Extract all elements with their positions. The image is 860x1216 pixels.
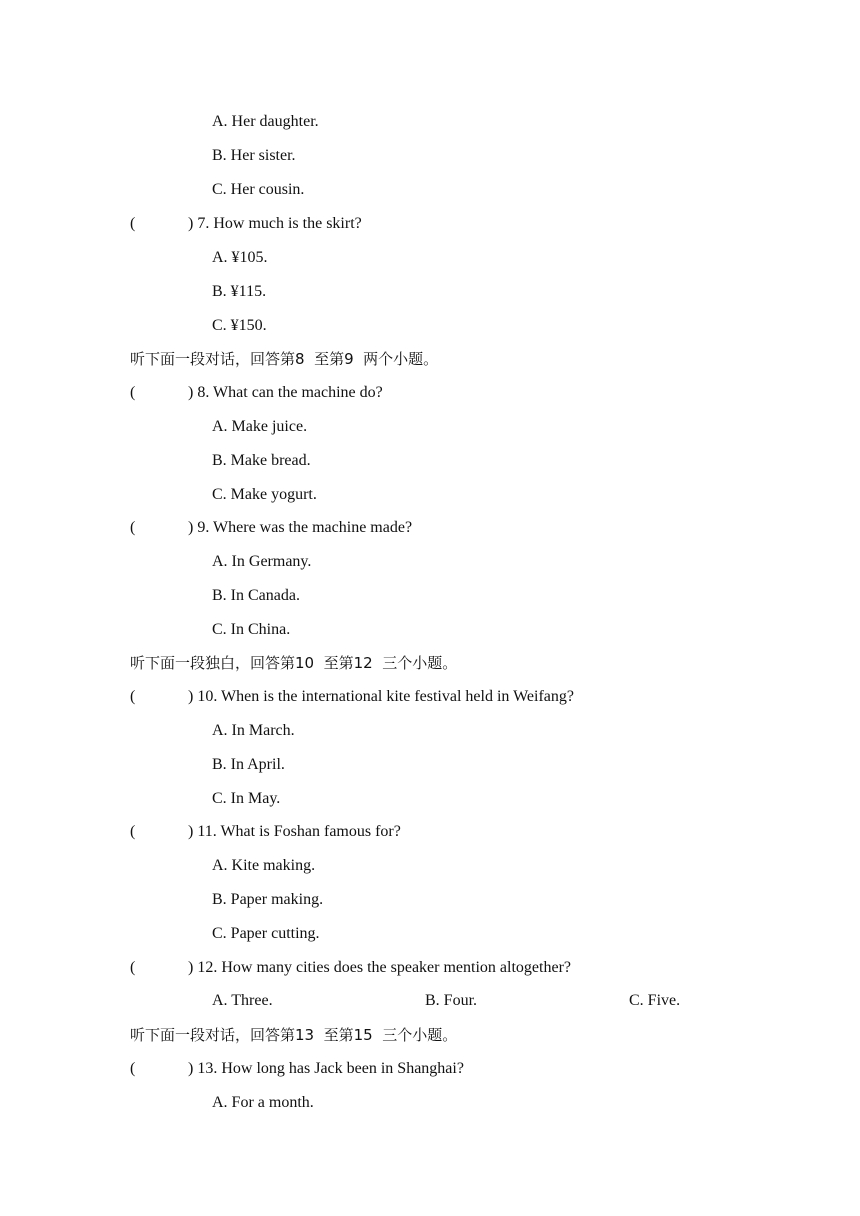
option-line: C. Her cousin. — [212, 181, 305, 198]
question-line — [130, 383, 383, 403]
section-instruction: 听下面一段对话，回答第8 至第9 两个小题。 — [130, 350, 439, 368]
question-line — [130, 687, 574, 707]
option-line: A. Her daughter. — [212, 113, 319, 130]
answer-blank: ( — [130, 959, 136, 976]
question-text: ) 11. What is Foshan famous for? — [188, 823, 401, 840]
answer-blank: ( — [130, 384, 136, 401]
question-line — [130, 518, 412, 538]
option-a: A. Three. — [212, 992, 273, 1009]
question-line — [130, 958, 571, 978]
section-instruction: 听下面一段对话，回答第13 至第15 三个小题。 — [130, 1026, 458, 1044]
option-line: B. Make bread. — [212, 452, 311, 469]
answer-blank: ( — [130, 823, 136, 840]
question-text: ) 12. How many cities does the speaker mention altogether? — [188, 959, 571, 976]
option-c: C. Five. — [629, 992, 681, 1009]
option-line: B. In Canada. — [212, 587, 300, 604]
answer-blank: ( — [130, 519, 136, 536]
question-line — [130, 1059, 464, 1079]
question-line — [130, 822, 401, 842]
section-instruction: 听下面一段独白，回答第10 至第12 三个小题。 — [130, 654, 458, 672]
option-line: C. In China. — [212, 621, 291, 638]
question-text: ) 7. How much is the skirt? — [188, 215, 362, 232]
option-line: A. ¥105. — [212, 249, 268, 266]
option-line: C. Paper cutting. — [212, 925, 320, 942]
option-b: B. Four. — [425, 992, 478, 1009]
option-line: C. ¥150. — [212, 317, 267, 334]
option-line: C. Make yogurt. — [212, 486, 317, 503]
answer-blank: ( — [130, 1060, 136, 1077]
option-line: A. In Germany. — [212, 553, 312, 570]
answer-blank: ( — [130, 688, 136, 705]
option-line: C. In May. — [212, 790, 281, 807]
option-line: B. Her sister. — [212, 147, 296, 164]
option-line: A. For a month. — [212, 1094, 314, 1111]
option-line: A. Make juice. — [212, 418, 308, 435]
question-text: ) 9. Where was the machine made? — [188, 519, 413, 536]
answer-blank: ( — [130, 215, 136, 232]
option-line: B. ¥115. — [212, 283, 267, 300]
question-text: ) 10. When is the international kite festival held in Weifang? — [188, 688, 575, 705]
question-text: ) 13. How long has Jack been in Shanghai? — [188, 1060, 464, 1077]
option-line: B. Paper making. — [212, 891, 324, 908]
option-line: B. In April. — [212, 756, 285, 773]
option-line: A. Kite making. — [212, 857, 316, 874]
question-text: ) 8. What can the machine do? — [188, 384, 383, 401]
question-line — [130, 214, 362, 234]
option-line: A. In March. — [212, 722, 295, 739]
